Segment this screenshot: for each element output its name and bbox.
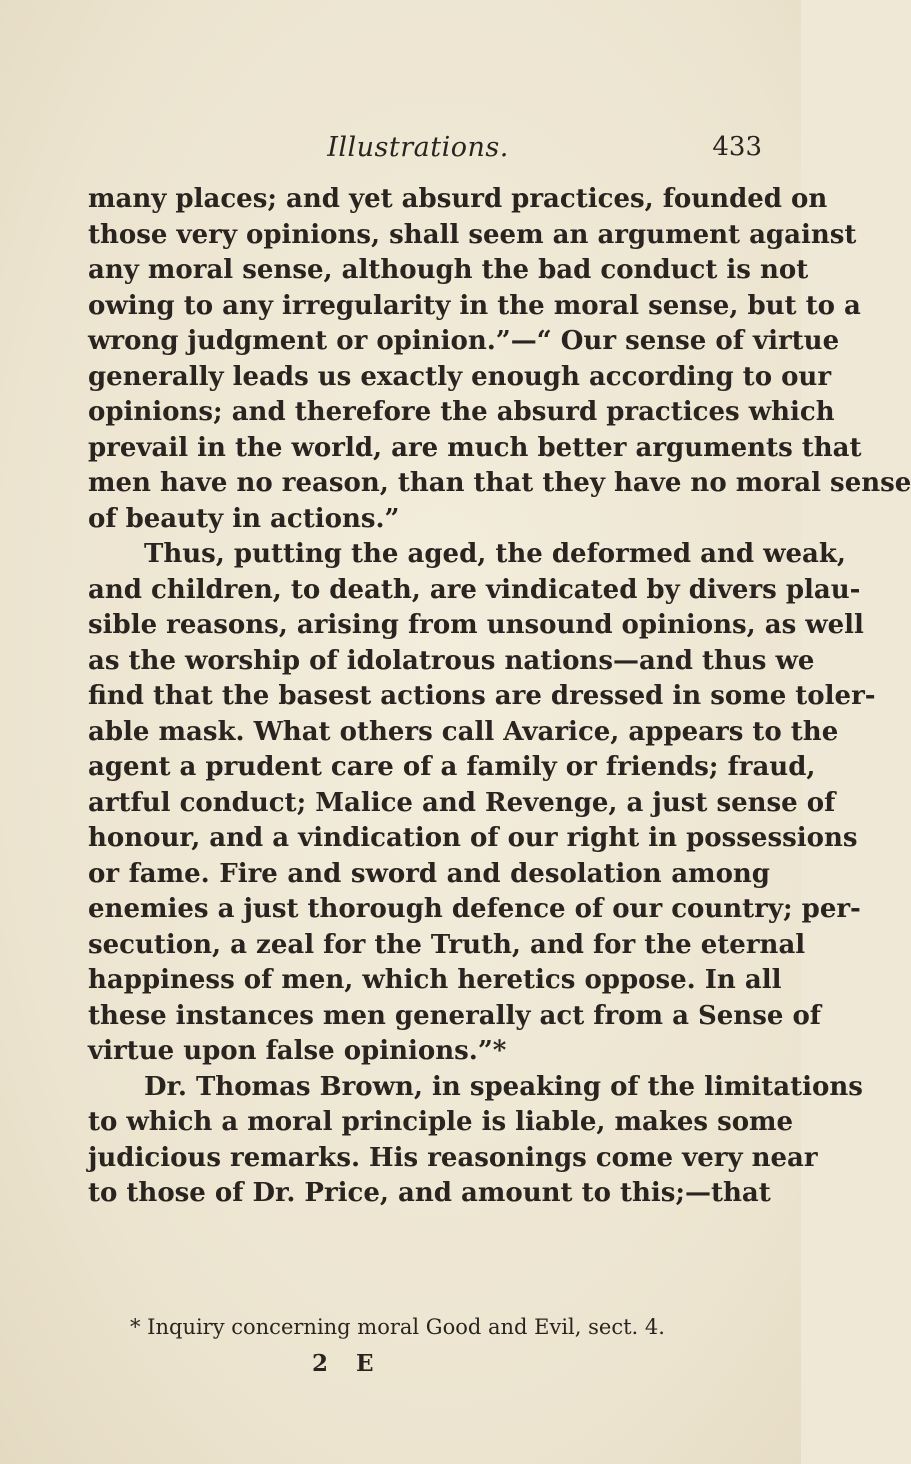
text-line: virtue upon false opinions.”* bbox=[88, 1036, 507, 1066]
text-line: to those of Dr. Price, and amount to this;—that bbox=[88, 1178, 771, 1208]
text-line: secution, a zeal for the Truth, and for the eternal bbox=[88, 929, 806, 960]
text-line: prevail in the world, are much better arguments that bbox=[88, 432, 862, 463]
text-line: Dr. Thomas Brown, in speaking of the limitations bbox=[144, 1071, 863, 1102]
text-line: enemies a just thorough defence of our country; per- bbox=[88, 894, 861, 924]
text-line: owing to any irregularity in the moral sense, but to a bbox=[88, 290, 861, 321]
text-line: happiness of men, which heretics oppose. In all bbox=[88, 965, 782, 995]
text-line: or fame. Fire and sword and desolation among bbox=[88, 858, 770, 889]
body-text bbox=[88, 182, 911, 1212]
page-header bbox=[68, 132, 768, 172]
text-line: many places; and yet absurd practices, founded on bbox=[88, 184, 828, 214]
text-line: honour, and a vindication of our right in possessions bbox=[88, 823, 858, 853]
text-line: men have no reason, than that they have no moral sense bbox=[88, 468, 911, 498]
text-line: find that the basest actions are dressed in some toler- bbox=[88, 681, 876, 711]
footnote: * Inquiry concerning moral Good and Evil, sect. 4. bbox=[130, 1315, 665, 1339]
text-line: and children, to death, are vindicated by divers plau- bbox=[88, 574, 861, 605]
text-line: those very opinions, shall seem an argument against bbox=[88, 219, 857, 250]
text-line: agent a prudent care of a family or friends; fraud, bbox=[88, 752, 816, 782]
text-line: of beauty in actions.” bbox=[88, 503, 400, 534]
running-title: Illustrations. bbox=[327, 132, 509, 163]
text-line: able mask. What others call Avarice, appears to the bbox=[88, 716, 839, 747]
text-line: any moral sense, although the bad conduct is not bbox=[88, 255, 809, 285]
text-line: Thus, putting the aged, the deformed and weak, bbox=[144, 539, 846, 569]
text-line: these instances men generally act from a Sense of bbox=[88, 1000, 821, 1031]
signature-mark: 2 E bbox=[312, 1350, 384, 1377]
text-line: opinions; and therefore the absurd practices which bbox=[88, 397, 835, 427]
text-line: artful conduct; Malice and Revenge, a just sense of bbox=[88, 787, 836, 818]
text-line: wrong judgment or opinion.”—“ Our sense of virtue bbox=[88, 326, 840, 356]
page-number: 433 bbox=[712, 132, 762, 162]
text-line: judicious remarks. His reasonings come very near bbox=[88, 1142, 818, 1173]
text-line: sible reasons, arising from unsound opinions, as well bbox=[88, 610, 864, 640]
text-line: as the worship of idolatrous nations—and thus we bbox=[88, 645, 815, 676]
text-line: generally leads us exactly enough according to our bbox=[88, 361, 832, 392]
text-line: to which a moral principle is liable, makes some bbox=[88, 1107, 794, 1137]
